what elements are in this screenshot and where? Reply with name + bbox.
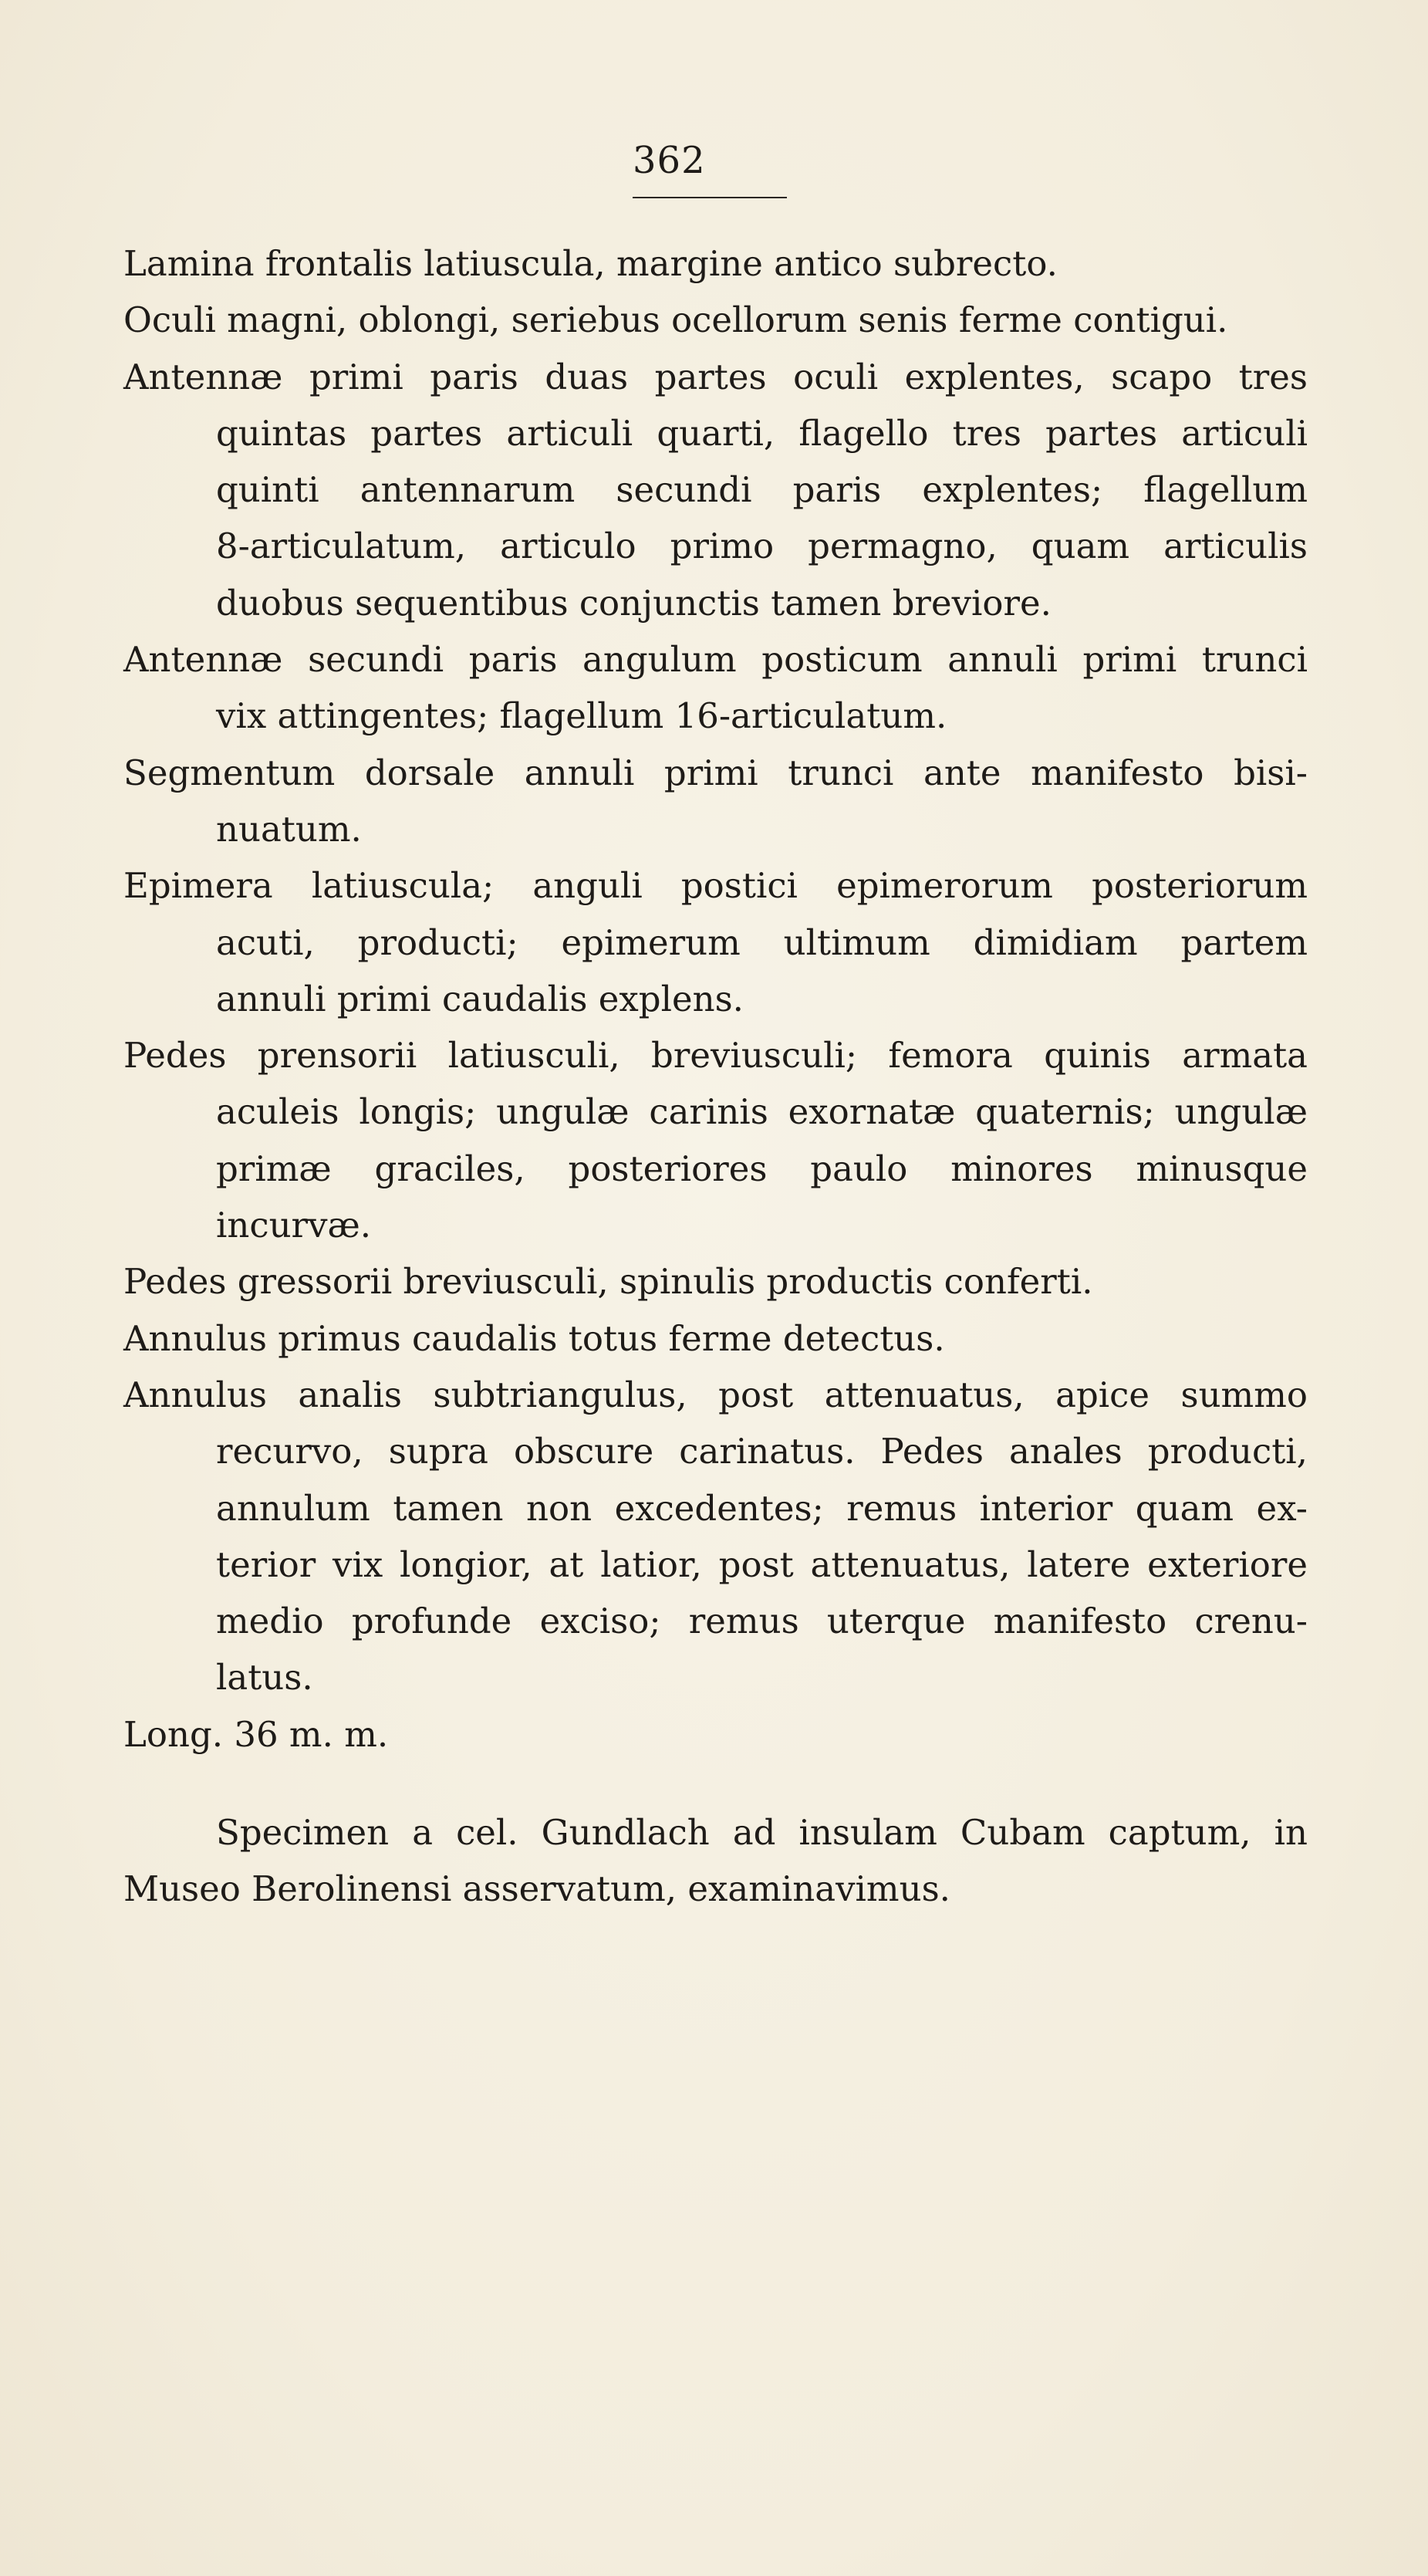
text-line: annulum tamen non excedentes; remus interior quam ex- [216, 1487, 1308, 1529]
text-line: Pedes gressorii breviusculi, spinulis productis conferti. [123, 1261, 1093, 1303]
text-line: Antennæ primi paris duas partes oculi explentes, scapo tres [123, 356, 1308, 397]
text-line: quintas partes articuli quarti, flagello tres partes articuli [216, 412, 1308, 454]
text-line: acuti, producti; epimerum ultimum dimidiam partem [216, 921, 1308, 963]
paragraph-antennae-secundi [123, 631, 1308, 745]
paragraph-oculi [123, 292, 1308, 348]
paragraph-pedes-prensorii [123, 1027, 1308, 1253]
specimen-note [123, 1804, 1308, 1918]
paragraph-annulus-analis [123, 1367, 1308, 1706]
text-line: Annulus analis subtriangulus, post attenuatus, apice summo [123, 1374, 1308, 1415]
paragraph-antennae-primi [123, 349, 1308, 631]
text-line: nuatum. [216, 808, 362, 850]
paragraph-longitudo [123, 1706, 1308, 1763]
paragraph-epimera [123, 857, 1308, 1027]
text-line: recurvo, supra obscure carinatus. Pedes anales producti, [216, 1431, 1308, 1472]
header-rule [633, 197, 787, 198]
text-line: Annulus primus caudalis totus ferme detectus. [123, 1317, 945, 1359]
text-line: Oculi magni, oblongi, seriebus ocellorum senis ferme contigui. [123, 299, 1228, 341]
text-line: incurvæ. [216, 1205, 372, 1246]
text-line: Antennæ secundi paris angulum posticum annuli primi trunci [123, 639, 1308, 681]
paragraph-lamina [123, 235, 1308, 292]
text-line: primæ graciles, posteriores paulo minores minusque [216, 1148, 1308, 1189]
text-line: Segmentum dorsale annuli primi trunci ante manifesto bisi- [123, 752, 1308, 793]
text-line: terior vix longior, at latior, post attenuatus, latere exteriore [216, 1543, 1308, 1585]
paragraph-pedes-gressorii [123, 1253, 1308, 1310]
description-body [123, 235, 1308, 1763]
text-line: latus. [216, 1657, 313, 1699]
text-line: Pedes prensorii latiusculi, breviusculi; femora quinis armata [123, 1035, 1308, 1077]
text-line: Specimen a cel. Gundlach ad insulam Cubam captum, in [216, 1812, 1308, 1853]
paragraph-segmentum [123, 745, 1308, 858]
text-line: vix attingentes; flagellum 16-articulatum. [216, 695, 947, 737]
text-line: Lamina frontalis latiuscula, margine antico subrecto. [123, 243, 1058, 284]
text-line: aculeis longis; ungulæ carinis exornatæ quaternis; ungulæ [216, 1091, 1308, 1133]
paragraph-annulus-primus [123, 1310, 1308, 1367]
text-line: Museo Berolinensi asservatum, examinavimus. [123, 1868, 950, 1910]
page-number: 362 [633, 139, 706, 182]
text-line: medio profunde exciso; remus uterque manifesto crenu- [216, 1601, 1308, 1642]
text-line: Long. 36 m. m. [123, 1713, 389, 1755]
text-line: annuli primi caudalis explens. [216, 978, 744, 1019]
text-line: quinti antennarum secundi paris explentes; flagellum [216, 469, 1308, 511]
text-line: Epimera latiuscula; anguli postici epimerorum posteriorum [123, 865, 1308, 907]
text-line: 8-articulatum, articulo primo permagno, quam articulis [216, 526, 1308, 567]
text-line: duobus sequentibus conjunctis tamen breviore. [216, 582, 1052, 624]
